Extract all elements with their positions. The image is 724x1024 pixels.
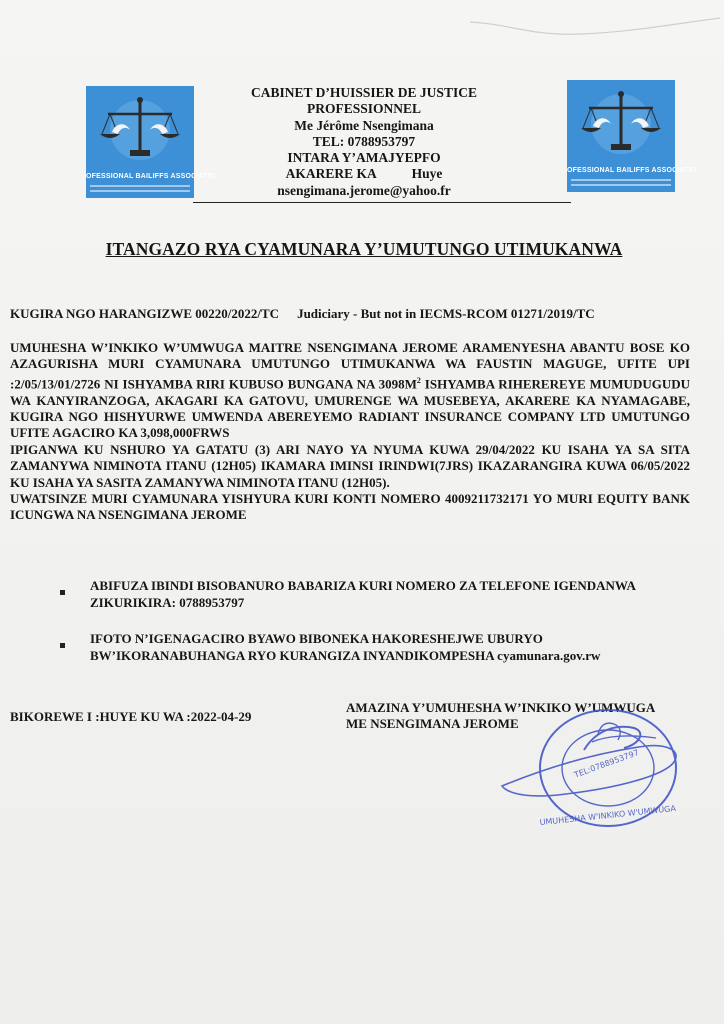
bailiffs-association-logo-left [86,86,216,198]
scales-of-justice-icon [86,86,216,198]
case-reference [10,306,595,322]
letterhead-province: INTARA Y’AMAJYEPFO [287,150,441,166]
stamp-ring-text: UMUHESHA W'INKIKO W'UMWUGA [539,803,677,828]
area-superscript: 2 [416,375,421,385]
district-label: AKARERE KA [285,166,377,182]
list-item-text: ABIFUZA IBINDI BISOBANURO BABARIZA KURI NOMERO ZA TELEFONE IGENDANWA ZIKURIKIRA: 0788953797 [90,578,636,610]
case-reference-right: Judiciary - But not in IECMS-RCOM 01271/2019/TC [297,306,595,321]
notice-body [10,340,690,524]
signatory-name: ME NSENGIMANA JEROME [346,716,519,731]
signatory-title: AMAZINA Y’UMUHESHA W’INKIKO W’UMWUGA [346,700,656,715]
bullet-icon [60,643,65,648]
bailiffs-association-logo-right [567,80,697,192]
body-paragraph-auction-part1: UMUHESHA W’INKIKO W’UMWUGA MAITRE NSENGIMANA JEROME ARAMENYESHA ABANTU BOSE KO AZAGURISHA MURI CYAMUNARA UMUTUNGO UTIMUKANWA WA FAUSTIN MAGUGE, UFITE UPI :2/05/13/01/2726 NI ISHYAMBA RIRI KUBUSO BUNGANA NA 3098M [10,340,690,392]
letterhead-email: nsengimana.jerome@yahoo.fr [277,182,451,198]
body-paragraph-payment: UWATSINZE MURI CYAMUNARA YISHYURA KURI KONTI NOMERO 4009211732171 YO MURI EQUITY BANK ICUNGWA NA NSENGIMANA JEROME [10,490,690,523]
info-list [58,578,698,684]
letterhead [214,85,514,199]
issue-date-line: BIKOREWE I :HUYE KU WA :2022-04-29 [10,709,252,724]
stamp-inner-text: TEL:0788953797 [572,747,640,780]
paper-crease [470,14,720,44]
official-stamp [496,690,696,840]
body-paragraph-auction [10,340,690,442]
letterhead-tel: TEL: 0788953797 [312,133,416,149]
letterhead-district [214,166,514,182]
letterhead-cabinet: CABINET D’HUISSIER DE JUSTICE [251,85,477,100]
logo-association-text: OFESSIONAL BAILIFFS ASSOCIATIO [86,173,216,180]
scales-of-justice-icon [567,80,697,192]
list-item [58,578,698,611]
logo-subtext-line [90,190,190,192]
list-item-text: IFOTO N’IGENAGACIRO BYAWO BIBONEKA HAKORESHEJWE UBURYO BW’IKORANABUHANGA RYO KURANGIZA INYANDIKOMPESHA [90,631,543,663]
district-value: Huye [411,166,443,182]
logo-association-text: OFESSIONAL BAILIFFS ASSOCIATIO [567,167,697,174]
letterhead-name: Me Jérôme Nsengimana [294,117,434,133]
logo-subtext-line [571,179,671,181]
notice-title: ITANGAZO RYA CYAMUNARA Y’UMUTUNGO UTIMUKANWA [105,239,623,259]
case-reference-left: KUGIRA NGO HARANGIZWE 00220/2022/TC [10,306,280,321]
bullet-icon [60,590,65,595]
logo-subtext-line [90,185,190,187]
letterhead-professionnel: PROFESSIONNEL [306,101,422,117]
list-item [58,631,698,664]
header-divider [193,202,571,203]
logo-subtext-line [571,184,671,186]
body-paragraph-auction-part2: ISHYAMBA RIHEREREYE MUMUDUGUDU WA KANYIRANZOGA, AKAGARI KA GATOVU, UMURENGE WA MUSEBEYA, AKARERE KA NYAMAGABE, KUGIRA NGO HISHYURWE UMWENDA ABEREYEMO RADIANT INSURANCE COMPANY LTD UMUTUNGO UFITE AGACIRO KA 3,098,000FRWS [10,376,690,441]
website-link[interactable]: cyamunara.gov.rw [497,647,601,663]
body-paragraph-bidding: IPIGANWA KU NSHURO YA GATATU (3) ARI NAYO YA NYUMA KUWA 29/04/2022 KU ISAHA YA SA SITA ZAMANYWA NIMINOTA ITANU (12H05) IKAMARA IMINSI IRINDWI(7JRS) IKAZARANGIRA KUWA 06/05/2022 KU ISAHA YA SASITA ZAMANYWA NIMINOTA ITANU (12H05). [10,441,690,490]
